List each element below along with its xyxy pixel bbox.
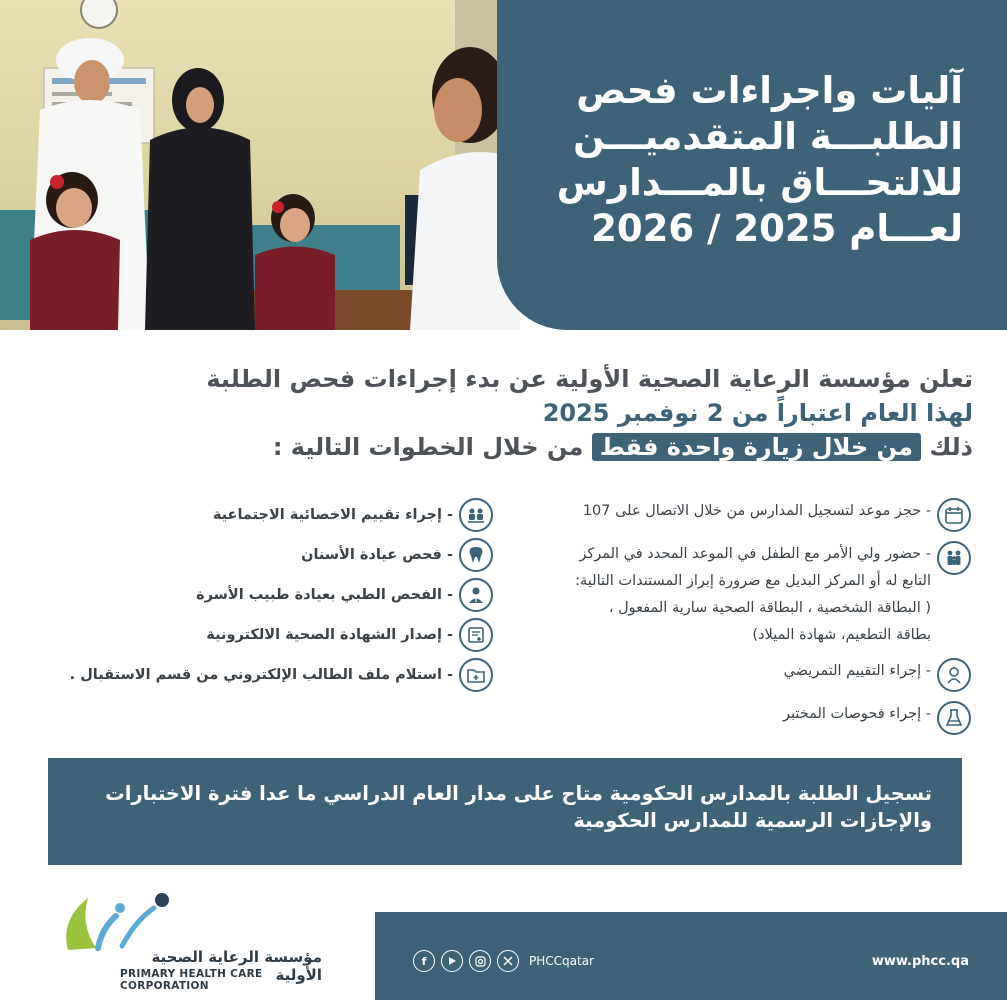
social-handle[interactable]: PHCCqatar <box>529 954 594 968</box>
step-text-main: - حضور ولي الأمر مع الطفل في الموعد المحدد في المركز <box>579 546 931 562</box>
title-panel <box>497 0 1007 330</box>
step-subtext-3: بطاقة التطعيم، شهادة الميلاد) <box>752 627 931 643</box>
step-subtext-1: التابع له أو المركز البديل مع ضرورة إبراز المستندات التالية: <box>575 573 931 589</box>
steps-column-right <box>511 498 971 744</box>
step-text: - إجراء فحوصات المختبر <box>782 706 931 722</box>
step-parent-attendance <box>511 541 971 649</box>
step-text: - إجراء تقييم الاخصائية الاجتماعية <box>212 507 453 523</box>
intro-line-2-text: لهذا العام اعتباراً من <box>731 399 973 427</box>
medical-folder-icon <box>459 658 493 692</box>
phcc-logo <box>52 890 322 990</box>
intro-line-1: تعلن مؤسسة الرعاية الصحية الأولية عن بدء إجراءات فحص الطلبة <box>206 365 973 393</box>
clinic-scene-illustration <box>0 0 520 330</box>
intro-line-3-start: ذلك <box>929 433 973 461</box>
step-dental-clinic <box>23 538 493 572</box>
intro-line-2 <box>33 396 973 430</box>
step-text: - فحص عيادة الأسنان <box>301 547 453 563</box>
title-line-3: للالتحـــاق بالمـــدارس <box>556 161 963 204</box>
facebook-icon[interactable]: f <box>413 950 435 972</box>
single-visit-highlight: من خلال زيارة واحدة فقط <box>592 433 921 461</box>
nurse-icon <box>937 658 971 692</box>
hero-photo <box>0 0 520 330</box>
start-date: 2 نوفمبر 2025 <box>542 399 724 427</box>
step-text <box>575 541 931 649</box>
notice-line-1: تسجيل الطلبة بالمدارس الحكومية متاح على مدار العام الدراسي ما عدا فترة الاختبارات <box>105 782 932 805</box>
title-line-4: لعـــام 2025 / 2026 <box>591 207 963 250</box>
instagram-icon[interactable] <box>469 950 491 972</box>
phcc-logo-mark <box>58 890 178 954</box>
step-text: - إجراء التقييم التمريضي <box>783 663 931 679</box>
calendar-icon <box>937 498 971 532</box>
step-lab-tests <box>511 701 971 735</box>
step-social-worker <box>23 498 493 532</box>
doctor-icon <box>459 578 493 612</box>
registration-notice <box>48 758 962 865</box>
step-family-doctor <box>23 578 493 612</box>
step-text: - حجز موعد لتسجيل المدارس من خلال الاتصال على 107 <box>582 503 931 519</box>
announcement-intro <box>33 362 973 464</box>
step-text: - الفحص الطبي بعيادة طبيب الأسرة <box>196 587 453 603</box>
step-text: - استلام ملف الطالب الإلكتروني من قسم الاستقبال . <box>69 667 453 683</box>
family-icon <box>937 541 971 575</box>
logo-english-name: PRIMARY HEALTH CARE CORPORATION <box>120 968 263 992</box>
notice-line-2: والإجازات الرسمية للمدارس الحكومية <box>573 809 932 832</box>
youtube-icon[interactable] <box>441 950 463 972</box>
step-nursing-assessment <box>511 658 971 692</box>
page-title <box>523 68 963 252</box>
step-text: - إصدار الشهادة الصحية الالكترونية <box>206 627 453 643</box>
footer-band <box>375 912 1007 1000</box>
lab-flask-icon <box>937 701 971 735</box>
intro-line-3-end: من خلال الخطوات التالية : <box>272 433 584 461</box>
step-subtext-2: ( البطاقة الشخصية ، البطاقة الصحية سارية المفعول ، <box>608 600 931 616</box>
steps-column-left <box>23 498 493 698</box>
intro-line-3 <box>33 430 973 464</box>
step-book-appointment <box>511 498 971 532</box>
tooth-icon <box>459 538 493 572</box>
title-line-2: الطلبـــة المتقدميـــن <box>573 115 963 158</box>
step-health-certificate <box>23 618 493 652</box>
certificate-icon <box>459 618 493 652</box>
title-line-1: آليات واجراءات فحص <box>576 69 963 112</box>
social-links <box>413 950 594 972</box>
x-icon[interactable] <box>497 950 519 972</box>
logo-arabic-name: مؤسسة الرعاية الصحية الأولية <box>151 948 322 984</box>
step-student-file <box>23 658 493 692</box>
website-link[interactable]: www.phcc.qa <box>871 954 969 969</box>
social-worker-icon <box>459 498 493 532</box>
